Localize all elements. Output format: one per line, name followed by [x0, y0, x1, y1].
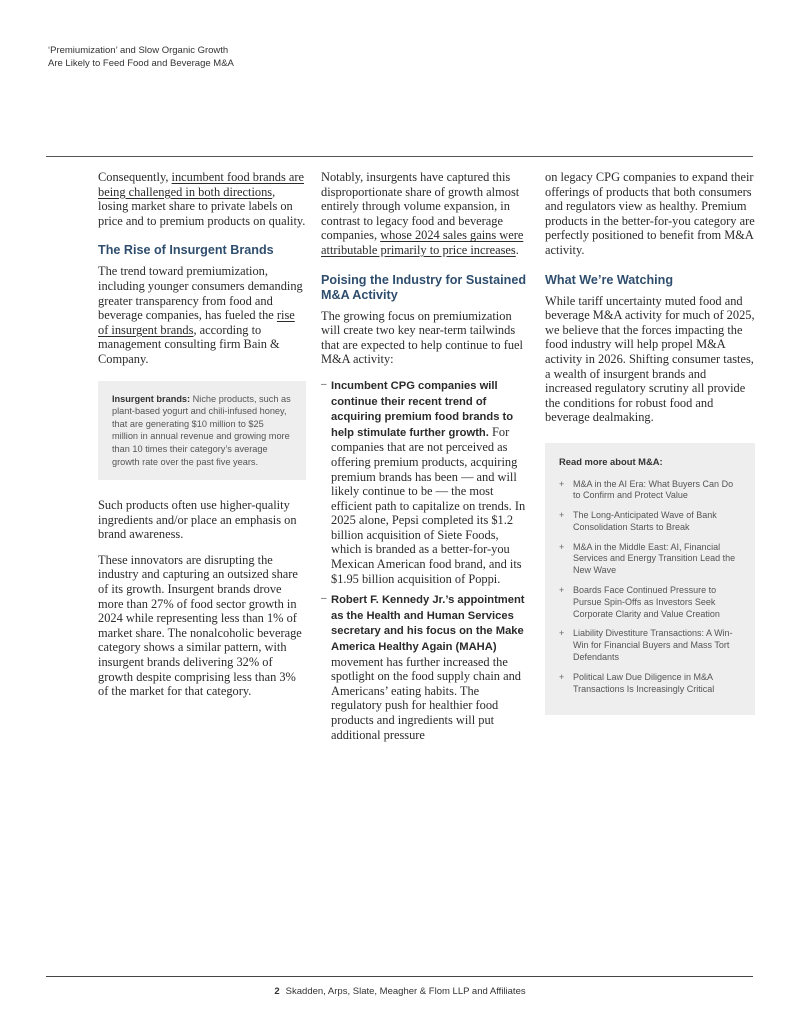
- text-span: Notably, insurgents have captured this disproportionate share of growth almost entirely through volume expansion, in contrast to legacy food and beverage companies,: [321, 170, 520, 243]
- text-span: The trend toward premiumization, including younger consumers demanding greater transparency from food and beverage companies, has fueled the: [98, 264, 303, 323]
- bullet-text-rfk: movement has further increased the spotlight on the food supply chain and Americans’ eating habits. The regulatory push for healthier food products and ingredients will put additional pressure: [331, 654, 521, 742]
- paragraph-legacy-cpg: on legacy CPG companies to expand their offerings of products that both consumers and regulators view as healthy. Premium products in the better-for-you category are perfectly positioned to benefit from M&A activity.: [545, 170, 755, 257]
- heading-rise-of-insurgent-brands: The Rise of Insurgent Brands: [98, 243, 274, 258]
- column-3: [545, 170, 755, 715]
- running-head: [48, 44, 234, 70]
- plus-icon: +: [559, 510, 565, 521]
- column-1: [98, 170, 306, 710]
- paragraph-growing-focus: The growing focus on premiumization will create two key near-term tailwinds that are expected to help continue to fuel M&A activity:: [321, 308, 523, 367]
- plus-icon: +: [559, 541, 565, 552]
- read-more-item[interactable]: [559, 628, 741, 663]
- paragraph-consequently: [98, 170, 306, 228]
- text-span: .: [515, 242, 519, 257]
- read-more-item[interactable]: [559, 585, 741, 620]
- dash-bullet: –: [321, 593, 327, 605]
- footer-firm-name: Skadden, Arps, Slate, Meagher & Flom LLP and Affiliates: [285, 986, 526, 997]
- text-span: , according to management consulting firm Bain & Company.: [98, 322, 280, 366]
- read-more-list: [559, 479, 741, 696]
- top-divider: [46, 156, 753, 157]
- paragraph-innovators: These innovators are disrupting the industry and capturing an outsized share of its growth. Insurgent brands drove more than 27% of food sector growth in 2024 while representing less than 1% of market share. The nonalcoholic beverage category shows a similar pattern, with insurgent brands delivering 32% of growth despite comprising less than 3% of the market for that category.: [98, 552, 302, 699]
- read-more-link[interactable]: M&A in the Middle East: AI, Financial Services and Energy Transition Lead the New Wave: [573, 541, 736, 576]
- text-span: Consequently,: [98, 170, 172, 184]
- bullet-lead-cpg: Incumbent CPG companies will continue their recent trend of acquiring premium food brands to help stimulate further growth.: [331, 379, 514, 439]
- read-more-item[interactable]: [559, 479, 741, 503]
- bottom-divider: [46, 976, 753, 977]
- page-footer: [0, 986, 800, 997]
- tailwinds-list: [321, 378, 531, 742]
- read-more-link[interactable]: The Long-Anticipated Wave of Bank Consolidation Starts to Break: [573, 510, 717, 532]
- plus-icon: +: [559, 671, 565, 682]
- read-more-link[interactable]: M&A in the AI Era: What Buyers Can Do to Confirm and Protect Value: [573, 478, 734, 501]
- read-more-link[interactable]: Boards Face Continued Pressure to Pursue Spin-Offs as Investors Seek Corporate Clarity and Value Creation: [573, 585, 720, 619]
- plus-icon: +: [559, 628, 565, 639]
- callout-label: Insurgent brands:: [112, 393, 191, 404]
- list-item: [321, 592, 531, 742]
- insurgent-brands-callout: [98, 381, 306, 481]
- paragraph-tariff-uncertainty: While tariff uncertainty muted food and beverage M&A activity for much of 2025, we believe that the forces impacting the food industry will help propel M&A activity in 2026. Shifting consumer tastes, a wealth of insurgent brands and increased regulatory scrutiny all provide the conditions for robust food and beverage dealmaking.: [545, 293, 755, 425]
- read-more-link[interactable]: Liability Divestiture Transactions: A Win-Win for Financial Buyers and Mass Tort Defendants: [573, 628, 733, 663]
- read-more-item[interactable]: [559, 672, 741, 696]
- link-rise-of-insurgent-brands[interactable]: rise of insurgent brands: [98, 308, 295, 337]
- read-more-item[interactable]: [559, 542, 741, 577]
- read-more-box: [545, 443, 755, 716]
- plus-icon: +: [559, 478, 565, 489]
- bullet-lead-rfk: Robert F. Kennedy Jr.’s appointment as the Health and Human Services secretary and his focus on the Make America Healthy Again (MAHA): [331, 594, 525, 654]
- link-incumbent-brands[interactable]: incumbent food brands are being challenged in both directions: [98, 170, 305, 199]
- paragraph-premiumization-trend: [98, 264, 306, 366]
- list-item: [321, 378, 531, 586]
- running-head-line-1: ‘Premiumization’ and Slow Organic Growth: [48, 45, 229, 56]
- dash-bullet: –: [321, 378, 327, 390]
- paragraph-notably: [321, 170, 531, 258]
- read-more-link[interactable]: Political Law Due Diligence in M&A Transactions Is Increasingly Critical: [573, 671, 715, 694]
- page-number: 2: [274, 986, 280, 997]
- heading-what-were-watching: What We’re Watching: [545, 272, 674, 287]
- text-span: , losing market share to private labels on price and to premium products on quality.: [98, 184, 306, 228]
- read-more-item[interactable]: [559, 510, 741, 534]
- column-2: [321, 170, 531, 748]
- heading-poising-the-industry: Poising the Industry for Sustained M&A Activity: [321, 272, 527, 302]
- link-2024-sales-gains[interactable]: whose 2024 sales gains were attributable primarily to price increases: [321, 228, 524, 257]
- callout-text: Niche products, such as plant-based yogurt and chili-infused honey, that are generating $10 million to $25 million in annual revenue and growing more than 10 times their category’s average growth rate over the past five years.: [112, 393, 291, 467]
- bullet-text-cpg: For companies that are not perceived as offering premium products, acquiring premium brands has been — and will likely continue to be — the most efficient path to capitalize on trends. In 2025 alone, Pepsi completed its $1.2 billion acquisition of Siete Foods, which is branded as a better-for-you Mexican American food brand, and its $1.95 billion acquisition of Poppi.: [331, 424, 526, 586]
- running-head-line-2: Are Likely to Feed Food and Beverage M&A: [48, 58, 234, 69]
- plus-icon: +: [559, 585, 565, 596]
- paragraph-higher-quality: Such products often use higher-quality ingredients and/or place an emphasis on brand awareness.: [98, 498, 297, 542]
- read-more-title: Read more about M&A:: [559, 455, 663, 467]
